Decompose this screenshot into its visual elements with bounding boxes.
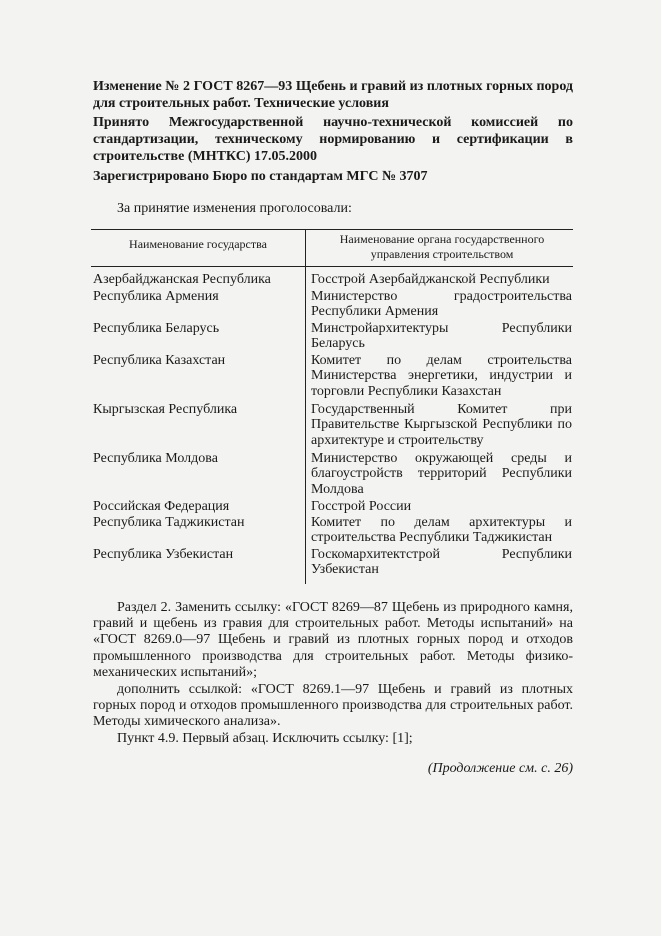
table-header-state: Наименование государства: [129, 237, 267, 251]
table-cell-body: Минстройархитектуры Республики Беларусь: [311, 321, 572, 352]
table-cell-body: Комитет по делам архитектуры и строительства Республики Таджикистан: [311, 515, 572, 546]
continuation-note: (Продолжение см. с. 26): [427, 761, 573, 776]
table-cell-body: Министерство градостроительства Республики Армения: [311, 289, 572, 320]
table-cell-state: Республика Узбекистан: [93, 547, 234, 562]
table-cell-state: Республика Таджикистан: [93, 515, 245, 530]
table-cell-body: Госкомархитектстрой Республики Узбекистан: [311, 547, 572, 578]
registration-note: Зарегистрировано Бюро по стандартам МГС № 3707: [93, 169, 428, 184]
table-top-rule: [91, 229, 573, 230]
paragraph-item-4-9: Пункт 4.9. Первый абзац. Исключить ссылку: [1];: [117, 731, 413, 746]
voted-intro: За принятие изменения проголосовали:: [117, 201, 352, 216]
table-cell-state: Республика Беларусь: [93, 321, 220, 336]
table-cell-state: Республика Армения: [93, 289, 219, 304]
paragraph-section-2: Раздел 2. Заменить ссылку: «ГОСТ 8269—87 Щебень из природного камня, гравий и щебень из гравия для строительных работ. Методы испытаний» на «ГОСТ 8269.0—97 Щебень и гравий из плотных горных пород и отходов промышленного производства для строительных работ. Методы физико-механических испытаний»;: [93, 600, 573, 680]
table-cell-body: Госстрой России: [311, 499, 412, 514]
table-header-body: Наименование органа государственного управления строительством: [339, 232, 545, 261]
paragraph-addition: дополнить ссылкой: «ГОСТ 8269.1—97 Щебень и гравий из плотных горных пород и отходов промышленного производства для строительных работ. Методы химического анализа».: [93, 682, 573, 730]
table-cell-state: Российская Федерация: [93, 499, 230, 514]
table-column-divider: [305, 229, 306, 584]
table-header-rule: [91, 266, 573, 267]
table-cell-body: Министерство окружающей среды и благоустройств территорий Республики Молдова: [311, 451, 572, 497]
table-cell-body: Госстрой Азербайджанской Республики: [311, 272, 550, 287]
table-cell-state: Азербайджанская Республика: [93, 272, 271, 287]
table-cell-body: Государственный Комитет при Правительстве Кыргызской Республики по архитектуре и строительству: [311, 402, 572, 448]
table-cell-body: Комитет по делам строительства Министерства энергетики, индустрии и торговли Республики Казахстан: [311, 353, 572, 399]
table-cell-state: Кыргызская Республика: [93, 402, 238, 417]
adoption-note: Принято Межгосударственной научно-технической комиссией по стандартизации, техническому нормированию и сертификации в строительстве (МНТКС) 17.05.2000: [93, 115, 573, 164]
amendment-title: Изменение № 2 ГОСТ 8267—93 Щебень и гравий из плотных горных пород для строительных работ. Технические условия: [93, 79, 573, 111]
table-cell-state: Республика Молдова: [93, 451, 218, 466]
table-cell-state: Республика Казахстан: [93, 353, 226, 368]
